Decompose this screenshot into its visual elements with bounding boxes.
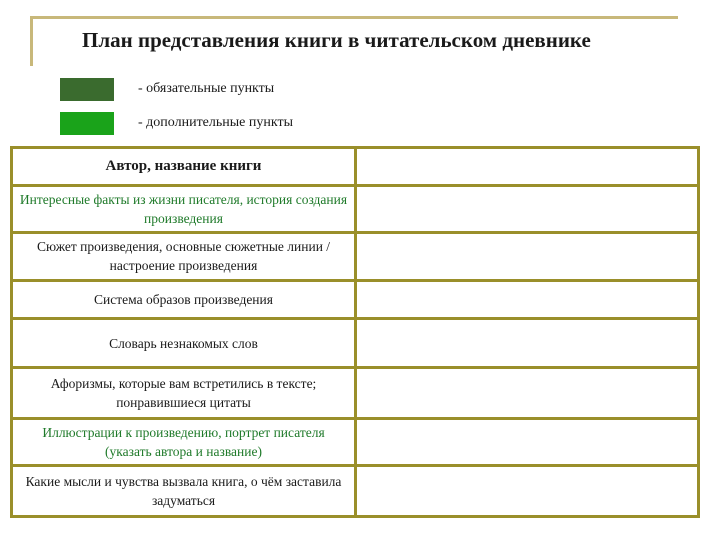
row-vocabulary: Словарь незнакомых слов: [12, 319, 356, 368]
row-blank-cell[interactable]: [356, 185, 699, 233]
legend-label-required: - обязательные пункты: [138, 81, 275, 96]
table-row: [12, 319, 699, 368]
row-writer-facts: Интересные факты из жизни писателя, история создания произведения: [12, 185, 356, 233]
row-characters: Система образов произведения: [12, 280, 356, 319]
row-blank-cell[interactable]: [356, 418, 699, 466]
legend-label-optional: - дополнительные пункты: [138, 115, 294, 130]
row-aphorisms: Афоризмы, которые вам встретились в тексте; понравившиеся цитаты: [12, 367, 356, 418]
table-row: [12, 367, 699, 418]
row-blank-cell[interactable]: [356, 319, 699, 368]
row-author-title: Автор, название книги: [12, 148, 356, 186]
table-row: [12, 148, 699, 186]
frame-left-line: [30, 16, 33, 66]
legend-swatch-required: [60, 78, 114, 101]
plan-table: [10, 146, 700, 518]
frame-top-line: [30, 16, 678, 19]
row-illustrations: Иллюстрации к произведению, портрет писателя (указать автора и название): [12, 418, 356, 466]
row-blank-cell[interactable]: [356, 367, 699, 418]
row-blank-cell[interactable]: [356, 280, 699, 319]
legend-swatch-optional: [60, 112, 114, 135]
table-row: [12, 418, 699, 466]
row-blank-cell[interactable]: [356, 466, 699, 517]
row-blank-cell[interactable]: [356, 148, 699, 186]
page-title: План представления книги в читательском дневнике: [82, 28, 591, 52]
table-row: [12, 185, 699, 233]
row-blank-cell[interactable]: [356, 233, 699, 281]
row-plot: Сюжет произведения, основные сюжетные линии / настроение произведения: [12, 233, 356, 281]
table-row: [12, 280, 699, 319]
table-row: [12, 233, 699, 281]
row-thoughts: Какие мысли и чувства вызвала книга, о чём заставила задуматься: [12, 466, 356, 517]
table-row: [12, 466, 699, 517]
